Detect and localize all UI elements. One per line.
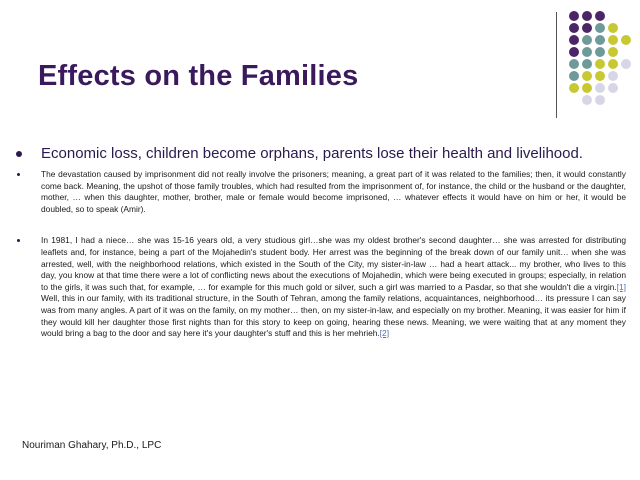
decorative-dot	[621, 35, 631, 45]
bullet-icon	[16, 151, 22, 157]
decorative-dot	[608, 83, 618, 93]
decorative-dot	[595, 47, 605, 57]
decorative-dot	[569, 47, 579, 57]
decorative-dot	[595, 71, 605, 81]
decorative-dot	[595, 83, 605, 93]
decorative-dot-grid	[567, 11, 629, 107]
decorative-dot	[582, 35, 592, 45]
decorative-dot	[621, 59, 631, 69]
decorative-dot	[582, 11, 592, 21]
decorative-dot	[608, 35, 618, 45]
decorative-dot	[582, 83, 592, 93]
decorative-dot	[608, 47, 618, 57]
decorative-dot	[582, 23, 592, 33]
decorative-dot	[569, 71, 579, 81]
footnote-link-2[interactable]: [2]	[379, 328, 390, 339]
decorative-dot	[569, 23, 579, 33]
decorative-dot	[608, 71, 618, 81]
decorative-dot	[582, 47, 592, 57]
bullet-icon	[17, 239, 20, 242]
decorative-dot	[608, 59, 618, 69]
decorative-dot	[582, 71, 592, 81]
paragraph-bullet-1	[14, 169, 626, 215]
main-bullet	[14, 144, 626, 163]
paragraph-2-part-1: In 1981, I had a niece… she was 15-16 years old, a very studious girl…she was my oldest brother's second daughter… she was arrested for distributing leaflets and, for instance, being a part of the Mojahedin's student body. Her arrest was the beginning of the break down of our family unit… when she was arrested, well, with the neighborhood relations, which existed in the South of the City, my sister-in-law … had a heart attack... my brother, who lives to this day, you know at that time there were a lot of conflicting news about the executions of Mojahedin, which were being executed in groups; especially, in relation to the girls, it was such that, for example, … for example for this much gold or silver, such a girl was married to a Pasdar, so that she wouldn't die a virgin.	[41, 235, 626, 292]
vertical-divider	[556, 12, 557, 118]
decorative-dot	[569, 83, 579, 93]
main-bullet-text: Economic loss, children become orphans, parents lose their health and livelihood.	[41, 145, 583, 162]
paragraph-2-part-2: Well, this in our family, with its traditional structure, in the South of Tehran, among the family relations, acquaintances, neighborhood… its pressure I can say was from many angles. A part of it was on the family, on my mother… then, on my sister-in-law, and especially on my brother. Meaning, it was easier for him if they would kill her daughter those first nights than for this story to keep on going, hearing these news. Meaning, we were waiting that at any moment they would bring a bag to the door and say here it's your daughter's stuff and this is her mehrieh.	[41, 293, 626, 339]
decorative-dot	[569, 59, 579, 69]
decorative-dot	[595, 95, 605, 105]
decorative-dot	[595, 59, 605, 69]
decorative-dot	[582, 95, 592, 105]
footnote-link-1[interactable]: [1]	[616, 281, 626, 292]
decorative-dot	[595, 11, 605, 21]
paragraph-1-text: The devastation caused by imprisonment did not really involve the prisoners; meaning, a great part of it was related to the families; then, it would constantly come back. Meaning, the upshot of those family troubles, which had resulted from the imprisonment of, for instance, the child or the husband or the daughter, mother, … when this daughter, mother, brother, male or female would become imprisoned, … whatever effects it would have on him or her, it would be doubled, so to speak (Amir).	[41, 169, 626, 214]
decorative-dot	[595, 23, 605, 33]
decorative-dot	[608, 23, 618, 33]
paragraph-2-text	[41, 235, 626, 338]
slide-body	[14, 144, 626, 354]
slide-title: Effects on the Families	[38, 60, 359, 92]
decorative-dot	[582, 59, 592, 69]
bullet-icon	[17, 173, 20, 176]
decorative-dot	[569, 11, 579, 21]
author-footer: Nouriman Ghahary, Ph.D., LPC	[22, 440, 162, 451]
decorative-dot	[595, 35, 605, 45]
decorative-dot	[569, 35, 579, 45]
paragraph-bullet-2	[14, 235, 626, 339]
